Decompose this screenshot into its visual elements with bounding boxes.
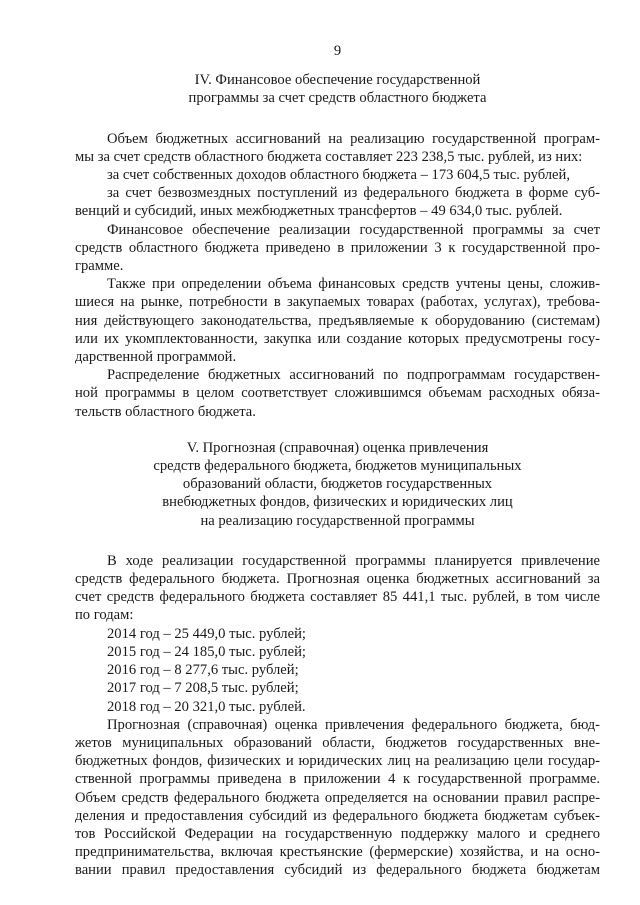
- text-line: жетов муниципальных образований области, бюджетов государственных вне-: [75, 734, 600, 751]
- text-line: Распределение бюджетных ассигнований по подпрограммам государствен-: [107, 367, 600, 384]
- text-line: средств областного бюджета приведено в приложении 3 к государственной про-: [75, 239, 600, 256]
- year-item-2017: 2017 год – 7 208,5 тыс. рублей;: [107, 680, 299, 697]
- text-line: или их укомплектованности, закупка или создание которых предусмотрены госу-: [75, 330, 600, 347]
- section-4-paragraph-distribution: [75, 366, 600, 421]
- section-4-paragraph-budget-volume: [75, 130, 600, 166]
- year-item-2016: 2016 год – 8 277,6 тыс. рублей;: [107, 662, 299, 679]
- section-5-heading: [75, 439, 600, 530]
- text-line: Прогнозная (справочная) оценка привлечения федерального бюджета, бюд-: [107, 716, 600, 733]
- text-line: мы за счет средств областного бюджета составляет 223 238,5 тыс. рублей, из них:: [75, 148, 583, 165]
- text-line: счет средств федерального бюджета составляет 85 441,1 тыс. рублей, в том числе: [75, 589, 600, 606]
- text-line: Финансовое обеспечение реализации государственной программы за счет: [107, 221, 600, 238]
- text-line: шиеся на рынке, потребности в закупаемых товарах (работах, услугах), требова-: [75, 294, 600, 311]
- text-line: за счет безвозмездных поступлений из федерального бюджета в форме суб-: [107, 185, 600, 202]
- section-4-paragraph-appendix-3: [75, 221, 600, 276]
- section-4-heading: [75, 71, 600, 107]
- section-5-paragraph-intro: [75, 552, 600, 625]
- section-5-heading-line: на реализацию государственной программы: [200, 512, 475, 529]
- section-5-heading-line: средств федерального бюджета, бюджетов муниципальных: [153, 458, 522, 475]
- section-5-paragraph-closing: [75, 716, 600, 880]
- text-line: за счет собственных доходов областного бюджета – 173 604,5 тыс. рублей,: [107, 167, 570, 184]
- text-line: вании правил предоставления субсидий из федерального бюджета бюджетам: [75, 862, 600, 879]
- text-line: Также при определении объема финансовых средств учтены цены, сложив-: [107, 276, 600, 293]
- text-line: Объем средств федерального бюджета определяется на основании правил распре-: [75, 789, 600, 806]
- section-4-heading-line: программы за счет средств областного бюджета: [188, 90, 487, 107]
- yearly-breakdown-list: [75, 625, 600, 716]
- text-line: Объем бюджетных ассигнований на реализацию государственной програм-: [107, 130, 600, 147]
- section-5-heading-line: внебюджетных фондов, физических и юридических лиц: [162, 494, 513, 511]
- text-line: венций и субсидий, иных межбюджетных трансфертов – 49 634,0 тыс. рублей.: [75, 203, 563, 220]
- section-4-paragraph-own-revenue: [75, 166, 600, 184]
- year-item-2014: 2014 год – 25 449,0 тыс. рублей;: [107, 625, 306, 642]
- text-line: по годам:: [75, 607, 134, 624]
- text-line: деления и предоставления субсидий из федерального бюджета бюджетам субъек-: [75, 807, 600, 824]
- section-4-paragraph-prices: [75, 275, 600, 366]
- text-line: грамме.: [75, 258, 124, 275]
- text-line: тельств областного бюджета.: [75, 403, 256, 420]
- section-5-heading-line: V. Прогнозная (справочная) оценка привлечения: [186, 439, 489, 456]
- page-number: 9: [333, 43, 342, 59]
- document-page: [75, 42, 600, 880]
- text-line: ния действующего законодательства, предъявляемые к оборудованию (системам): [75, 312, 600, 329]
- text-line: ной программы в целом соответствует сложившимся объемам расходных обяза-: [75, 385, 600, 402]
- text-line: предпринимательства, включая крестьянские (фермерские) хозяйства, и на осно-: [75, 844, 600, 861]
- text-line: бюджетных фондов, физических и юридических лиц на реализацию цели государ-: [75, 753, 600, 770]
- section-4-paragraph-federal-transfers: [75, 184, 600, 220]
- text-line: В ходе реализации государственной программы планируется привлечение: [107, 552, 600, 569]
- text-line: средств федерального бюджета. Прогнозная оценка бюджетных ассигнований за: [75, 571, 600, 588]
- section-5-heading-line: образований области, бюджетов государственных: [182, 476, 493, 493]
- section-4-heading-line: IV. Финансовое обеспечение государственной: [194, 72, 481, 89]
- year-item-2018: 2018 год – 20 321,0 тыс. рублей.: [107, 698, 306, 715]
- text-line: дарственной программой.: [75, 349, 237, 366]
- text-line: ственной программы приведена в приложении 4 к государственной программе.: [75, 771, 600, 788]
- year-item-2015: 2015 год – 24 185,0 тыс. рублей;: [107, 643, 306, 660]
- text-line: тов Российской Федерации на государственную поддержку малого и среднего: [75, 825, 600, 842]
